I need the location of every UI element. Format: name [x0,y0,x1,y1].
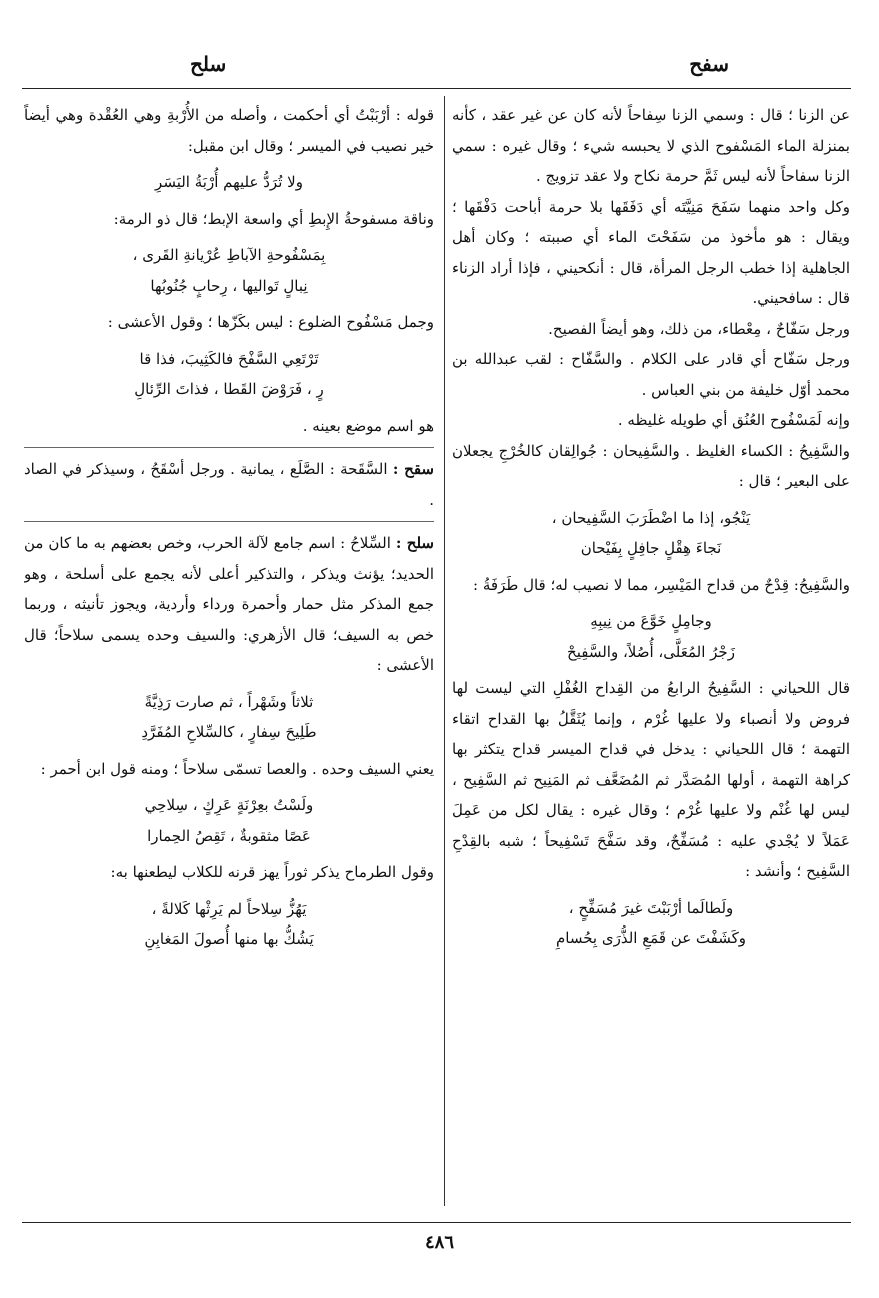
verse [24,687,434,748]
header-word-right: سفح [689,52,729,76]
verse-line: يَنْجُو، إذا ما اضْطَرَبَ السَّفِيحان ، [551,508,751,527]
paragraph: عن الزنا ؛ قال : وسمي الزنا سِفاحاً لأنه كان عن غير عقد ، كأنه بمنزلة الماء المَسْفوح الذي لا يحبسه شيء ؛ وقال غيره : سمي الزنا سفاحاً لأنه ليس ثَمَّ حرمة نكاح ولا عقد تزويج . [452,106,850,185]
paragraph: قال اللحياني : السَّفِيحُ الرابعُ من القِداح الغُفْلِ التي ليست لها فروض ولا أنصباء ولا عليها غُرْم ، وإنما يُثَقَّلُ بها القداح اتقاء التهمة ؛ قال اللحياني : يدخل في قداح الميسر قداح يتكثر بها كراهة التهمة ، أولها المُصَدَّر ثم المُضَعَّف ثم المَنِيح ثم السَّفِيح ، ليس لها غُنْم ولا عليها غُرْم ؛ وقال غيره : يقال لكل من عَمِلَ عَمَلاً لا يُجْدي عليه : مُسَفِّحٌ، وقد سَفَّحَ تَسْفِيحاً ؛ شبه بالقِدْحِ السَّفِيح ؛ وأنشد : [452,679,850,880]
page-number: ٤٨٦ [424,1232,454,1253]
verse-line: ولَطالَما أرْبَبْتَ غيرَ مُسَفِّحٍ ، [568,898,734,917]
entry-saqh [24,454,434,515]
verse-line: زَجْرُ المُعَلَّى، أُصُلاً، والسَّفِيحْ [567,642,735,661]
verse-line: طَلِيحَ سِفارٍ ، كالسِّلاحِ المُفَرَّدِ [141,723,317,741]
verse-line: بِمَسْفُوحةِ الآباطِ عُرْيانةِ القَرى ، [132,246,326,264]
paragraph: يعني السيف وحده . والعصا تسمّى سلاحاً ؛ ومنه قول ابن أحمر : [40,759,434,778]
header-rule [22,88,851,89]
paragraph: وإنه لَمَسْفُوح العُنُق أي طويله غليظه . [617,411,850,429]
paragraph: والسَّفِيحُ: قِدْحٌ من قداح المَيْسِر، مما لا نصيب له؛ قال طَرَفَةُ : [473,575,850,594]
verse [24,344,434,405]
paragraph: والسَّفِيحُ : الكساء الغليظ . والسَّفِيحان : جُوالِقان كالخُرْجِ يجعلان على البعير ؛ قال : [452,441,850,490]
paragraph: وقول الطرماح يذكر ثوراً يهز قرنه للكلاب ليطعنها به: [110,863,434,881]
entry-text: السَّقَحة : الصَّلَع ، يمانية . ورجل أسْقَحُ ، وسيذكر في الصاد . [24,460,434,509]
verse-line: رٍ ، فَرَوْضَ القَطا ، فذاتَ الرِّئالِ [134,380,324,398]
verse-line: نَجاءَ هِقْلٍ جافِلٍ بِفَيْحان [580,539,722,557]
verse-line: وجامِلٍ خَوَّعَ من نِيبِهِ [590,612,712,630]
entry-headword: سلح : [395,534,434,552]
right-column [452,100,850,1210]
verse-line: نِبالٍ تَواليها ، رِحابٍ جُنُوبُها [150,276,308,295]
verse [24,790,434,851]
paragraph: قوله : أرْبَبْتُ أي أحكمت ، وأصله من الأُرْبةِ وهي العُقْدة وهي أيضاً خير نصيب في الميسر ؛ وقال ابن مقبل: [24,106,434,155]
entry-text: السِّلاحُ : اسم جامع لآلة الحرب، وخص بعضهم به ما كان من الحديد؛ يؤنث ويذكر ، والتذكير أعلى لأنه يجمع على أسلحة ، وهو جمع المذكر مثل حمار وأحمرة ورداء وأردية، ويجوز تأنيثه ، وربما خص به السيف؛ قال الأزهري: والسيف وحده يسمى سلاحاً؛ قال الأعشى : [24,534,434,674]
verse [24,167,434,198]
verse-line: وكَشَفْتَ عن قَمَعِ الذُّرَى بِحُسامِ [555,929,747,947]
paragraph: وكل واحد منهما سَفَحَ مَنِيَّتَه أي دَفَقَها بلا حرمة أباحت دَفْقَها ؛ ويقال : هو مأخوذ من سَفَحْتَ الماء أي صببته ؛ وكان أهل الجاهلية إذا خطب الرجل المرأة، قال : أنكحيني ، فإذا أراد الزناء قال : سافحيني. [452,197,850,307]
column-divider [444,96,445,1206]
verse-line: ولا تُرَدُّ عليهم أُرْبَةُ اليَسَرِ [155,173,303,191]
paragraph: وجمل مَسْفُوح الضلوع : ليس بكَزّها ؛ وقول الأعشى : [107,313,434,331]
paragraph: ورجل سَفّاح أي قادر على الكلام . والسَّفّاح : لقب عبدالله بن محمد أوّل خليفة من بني العباس . [452,350,850,399]
entry-separator [24,521,434,522]
verse-line: يَشُكُّ بها منها أُصولَ المَغابِنِ [144,930,314,948]
verse [24,894,434,955]
verse [452,503,850,564]
paragraph: هو اسم موضع بعينه . [302,416,434,435]
verse [452,606,850,667]
verse-line: تَرْتَعِي السَّفْحَ فالكَثِيبَ، فذا قا [139,349,319,368]
verse-line: يَهُزُّ سِلاحاً لم يَرِثْها كَلالةً ، [151,899,307,918]
entry-headword: سقح : [392,460,434,478]
paragraph: وناقة مسفوحةُ الإِبطِ أي واسعة الإبط؛ قال ذو الرمة: [113,209,434,228]
entry-salh [24,528,434,681]
verse-line: ثلاثاً وشَهْراً ، ثم صارت رَذِيَّةً [144,692,314,711]
verse [24,240,434,301]
verse [452,893,850,954]
entry-separator [24,447,434,448]
left-column [24,100,434,1210]
verse-line: ولَسْتُ بعِرْنَةٍ عَرِكٍ ، سِلاحِي [144,796,314,814]
verse-line: عَصًا مثقوبةٌ ، تَقِصُ الحِمارا [147,826,311,845]
footer-rule [22,1222,851,1223]
paragraph: ورجل سَفّاحٌ ، مِعْطاء، من ذلك، وهو أيضاً الفصيح. [548,319,850,338]
header-word-left: سلح [190,52,227,76]
